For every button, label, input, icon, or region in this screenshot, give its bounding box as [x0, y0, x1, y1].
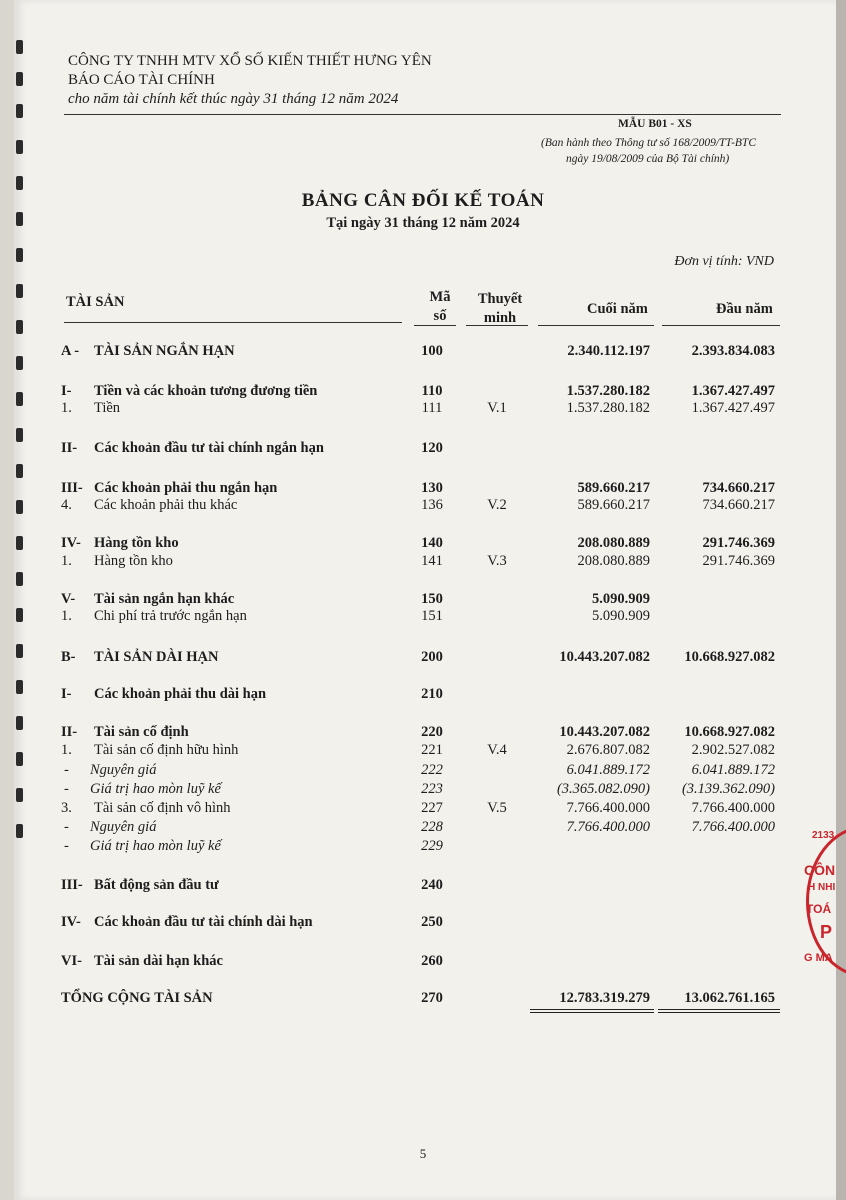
row-index: - — [64, 838, 69, 854]
seal-text-3: H NHI — [808, 882, 836, 893]
row-label: Tiền — [94, 400, 121, 416]
row-code: 227 — [421, 800, 443, 816]
row-label: Tiền và các khoản tương đương tiền — [94, 383, 318, 399]
seal-text-6: G MA — [804, 952, 833, 964]
table-row — [0, 608, 846, 628]
row-end-value: 589.660.217 — [577, 480, 650, 496]
row-label: Nguyên giá — [90, 762, 157, 778]
table-row — [0, 800, 846, 820]
row-index: IV- — [61, 535, 81, 551]
row-start-value: 10.668.927.082 — [684, 649, 775, 665]
total-underline-start — [658, 1009, 780, 1015]
column-header-note: Thuyết minh — [477, 291, 523, 326]
row-start-value: 7.766.400.000 — [691, 800, 775, 816]
row-note: V.1 — [487, 400, 507, 416]
row-code: 228 — [421, 819, 443, 835]
row-index: 3. — [61, 800, 72, 816]
binder-hole — [16, 248, 23, 262]
row-code: 222 — [421, 762, 443, 778]
row-code: 210 — [421, 686, 443, 702]
row-start-value: 734.660.217 — [702, 497, 775, 513]
table-row — [0, 535, 846, 555]
row-index: V- — [61, 591, 76, 607]
row-label: TÀI SẢN DÀI HẠN — [94, 649, 219, 665]
header-rule-end — [538, 325, 654, 326]
table-row — [0, 953, 846, 973]
row-start-value: 291.746.369 — [702, 535, 775, 551]
binder-hole — [16, 104, 23, 118]
row-label: Giá trị hao mòn luỹ kế — [90, 781, 221, 797]
binder-hole — [16, 464, 23, 478]
row-label: Các khoản đầu tư tài chính dài hạn — [94, 914, 313, 930]
row-index: I- — [61, 686, 72, 702]
row-start-value: 734.660.217 — [702, 480, 775, 496]
row-start-value: 291.746.369 — [702, 553, 775, 569]
row-start-value: 13.062.761.165 — [684, 990, 775, 1006]
total-underline-end — [530, 1009, 654, 1015]
row-end-value: 208.080.889 — [577, 553, 650, 569]
header-rule-note — [466, 325, 528, 326]
column-header-asset: TÀI SẢN — [66, 294, 125, 310]
header-rule-start — [662, 325, 780, 326]
binder-hole — [16, 572, 23, 586]
seal-text-4: TOÁ — [806, 902, 832, 916]
column-header-end: Cuối năm — [587, 301, 648, 317]
row-label: Các khoản phải thu dài hạn — [94, 686, 267, 702]
row-index: II- — [61, 440, 78, 456]
row-end-value: 5.090.909 — [592, 591, 650, 607]
row-label: Tài sản dài hạn khác — [94, 953, 223, 969]
row-end-value: 10.443.207.082 — [559, 649, 650, 665]
row-code: 100 — [421, 343, 443, 359]
table-row — [0, 686, 846, 706]
row-end-value: 2.340.112.197 — [567, 343, 650, 359]
row-label: Tài sản cố định vô hình — [94, 800, 231, 816]
row-label: Tài sản cố định hữu hình — [94, 742, 239, 758]
row-code: 221 — [421, 742, 443, 758]
row-label: Tài sản ngắn hạn khác — [94, 591, 235, 607]
row-start-value: 6.041.889.172 — [691, 762, 775, 778]
row-index: 1. — [61, 742, 72, 758]
table-row — [0, 877, 846, 897]
row-code: 223 — [421, 781, 443, 797]
row-start-value: 1.367.427.497 — [691, 400, 775, 416]
row-code: 150 — [421, 591, 443, 607]
row-label: Hàng tồn kho — [94, 535, 179, 551]
row-end-value: 1.537.280.182 — [566, 383, 650, 399]
row-start-value: 1.367.427.497 — [691, 383, 775, 399]
table-row — [0, 762, 846, 782]
form-issued-line1: (Ban hành theo Thông tư số 168/2009/TT-BTC — [541, 137, 756, 149]
row-start-value: 7.766.400.000 — [691, 819, 775, 835]
row-label: TÀI SẢN NGẮN HẠN — [94, 343, 235, 359]
row-label: Hàng tồn kho — [94, 553, 173, 569]
row-code: 140 — [421, 535, 443, 551]
row-end-value: 2.676.807.082 — [566, 742, 650, 758]
row-end-value: 10.443.207.082 — [559, 724, 650, 740]
row-note: V.3 — [487, 553, 507, 569]
table-row — [0, 819, 846, 839]
row-code: 111 — [421, 400, 443, 416]
table-row — [0, 440, 846, 460]
row-start-value: 2.902.527.082 — [691, 742, 775, 758]
header-divider — [64, 114, 781, 115]
table-row — [0, 343, 846, 363]
row-index: 4. — [61, 497, 72, 513]
row-index: VI- — [61, 953, 82, 969]
row-index: A - — [61, 343, 80, 359]
table-row — [0, 649, 846, 669]
row-code: 200 — [421, 649, 443, 665]
row-index: - — [64, 762, 69, 778]
row-end-value: (3.365.082.090) — [556, 781, 650, 797]
binder-hole — [16, 40, 23, 54]
page-number: 5 — [419, 1146, 427, 1161]
seal-text-1: 2133 — [812, 830, 835, 841]
column-header-code: Mã số — [429, 289, 451, 324]
row-start-value: 10.668.927.082 — [684, 724, 775, 740]
report-period: cho năm tài chính kết thúc ngày 31 tháng 12 năm 2024 — [68, 91, 399, 107]
header-rule-code — [414, 325, 456, 326]
row-code: 220 — [421, 724, 443, 740]
row-code: 270 — [421, 990, 443, 1006]
currency-unit: Đơn vị tính: VND — [674, 254, 774, 269]
row-end-value: 1.537.280.182 — [566, 400, 650, 416]
report-name: BÁO CÁO TÀI CHÍNH — [68, 72, 215, 88]
binder-hole — [16, 320, 23, 334]
company-name: CÔNG TY TNHH MTV XỔ SỐ KIẾN THIẾT HƯNG YÊN — [68, 53, 432, 69]
row-index: - — [64, 781, 69, 797]
table-row — [0, 838, 846, 858]
row-label: Các khoản đầu tư tài chính ngắn hạn — [94, 440, 324, 456]
row-note: V.4 — [487, 742, 507, 758]
binder-hole — [16, 284, 23, 298]
row-end-value: 6.041.889.172 — [566, 762, 650, 778]
row-label: Các khoản phải thu khác — [94, 497, 238, 513]
row-label: Bất động sản đầu tư — [94, 877, 219, 893]
row-label: Các khoản phải thu ngắn hạn — [94, 480, 278, 496]
table-row — [0, 497, 846, 517]
row-code: 130 — [421, 480, 443, 496]
binder-hole — [16, 140, 23, 154]
form-code: MẪU B01 - XS — [618, 118, 692, 130]
row-label: Giá trị hao mòn luỹ kế — [90, 838, 221, 854]
page-title: BẢNG CÂN ĐỐI KẾ TOÁN — [301, 190, 545, 211]
row-index: III- — [61, 480, 83, 496]
row-label: Nguyên giá — [90, 819, 157, 835]
row-code: 240 — [421, 877, 443, 893]
row-end-value: 589.660.217 — [577, 497, 650, 513]
row-index: IV- — [61, 914, 81, 930]
row-end-value: 12.783.319.279 — [559, 990, 650, 1006]
binder-hole — [16, 176, 23, 190]
company-seal — [800, 822, 846, 977]
row-end-value: 208.080.889 — [577, 535, 650, 551]
table-row — [0, 990, 846, 1010]
row-code: 151 — [421, 608, 443, 624]
header-rule-asset — [64, 322, 402, 323]
row-end-value: 7.766.400.000 — [566, 819, 650, 835]
row-index: - — [64, 819, 69, 835]
table-row — [0, 781, 846, 801]
table-row — [0, 724, 846, 744]
column-header-start: Đầu năm — [716, 301, 773, 317]
page-subtitle: Tại ngày 31 tháng 12 năm 2024 — [326, 215, 520, 231]
row-label: Tài sản cố định — [94, 724, 189, 740]
table-row — [0, 400, 846, 420]
table-row — [0, 914, 846, 934]
row-index: 1. — [61, 553, 72, 569]
row-index: I- — [61, 383, 72, 399]
row-code: 250 — [421, 914, 443, 930]
row-end-value: 5.090.909 — [592, 608, 650, 624]
row-index: II- — [61, 724, 78, 740]
row-note: V.2 — [487, 497, 507, 513]
row-index: B- — [61, 649, 76, 665]
row-label: Chi phí trả trước ngắn hạn — [94, 608, 247, 624]
row-code: 141 — [421, 553, 443, 569]
row-index: 1. — [61, 400, 72, 416]
row-index: III- — [61, 877, 83, 893]
row-code: 229 — [421, 838, 443, 854]
row-code: 260 — [421, 953, 443, 969]
binder-hole — [16, 72, 23, 86]
form-issued-line2: ngày 19/08/2009 của Bộ Tài chính) — [566, 153, 730, 165]
row-end-value: 7.766.400.000 — [566, 800, 650, 816]
row-label: TỔNG CỘNG TÀI SẢN — [61, 990, 213, 1006]
seal-text-5: P — [820, 922, 833, 942]
seal-text-2: CÔN — [804, 862, 836, 878]
table-row — [0, 742, 846, 762]
row-start-value: 2.393.834.083 — [691, 343, 775, 359]
row-code: 110 — [421, 383, 443, 399]
row-code: 120 — [421, 440, 443, 456]
row-start-value: (3.139.362.090) — [681, 781, 775, 797]
row-index: 1. — [61, 608, 72, 624]
table-row — [0, 553, 846, 573]
row-note: V.5 — [487, 800, 507, 816]
row-code: 136 — [421, 497, 443, 513]
